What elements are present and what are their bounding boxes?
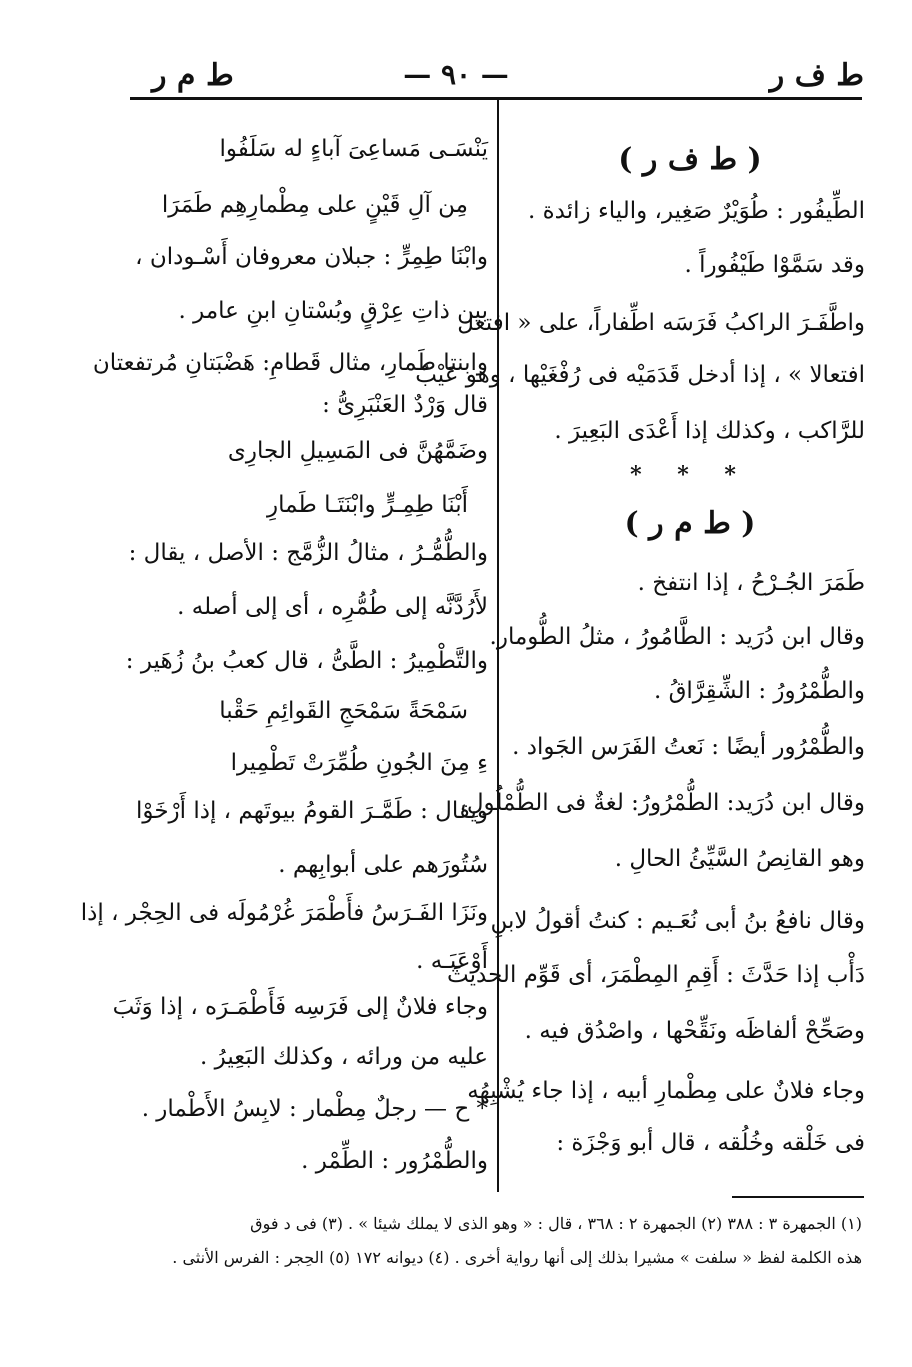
text-line: * ح — رجلٌ مِطْمار : لابِسُ الأَطْمار . xyxy=(141,1096,488,1122)
text-line: والطُّمْرُور أيضًا : نَعتُ الفَرَس الجَواد . xyxy=(512,734,865,760)
verse-line: سَمْحَةً سَمْحَجِ القَوائِمِ حَقْبا xyxy=(219,698,468,724)
text-line: لأَرُدَّنَّه إلى طُمُّرِه ، أى إلى أصله . xyxy=(177,594,488,620)
text-line: فى خَلْقه وخُلُقه ، قال أبو وَجْزَة : xyxy=(556,1130,865,1156)
text-line: وصَحِّحْ ألفاظَه ونَقِّحْها ، واصْدُق فيه . xyxy=(524,1018,865,1044)
text-line: افتعالا » ، إذا أدخل قَدَمَيْه فى رُفْغَيْها ، وهو عَيْبٌ xyxy=(415,362,865,388)
text-line: ونَزَا الفَـرَسُ فأَطْمَرَ غُرْمُولَه فى الحِجْر ، إذا xyxy=(80,900,488,926)
text-line: والطُّمْرُور : الطِّمْر . xyxy=(301,1148,488,1174)
footnote-line: هذه الكلمة لفظ « سلفت » مشيرا بذلك إلى أنها رواية أخرى . (٤) ديوانه ١٧٢ (٥) الحِجر : الفرس الأنثى . xyxy=(172,1248,862,1267)
text-line: أَوْعَبَـه . xyxy=(416,948,488,974)
header-root-left: ط م ر xyxy=(152,58,234,93)
text-line: واطَّفَـرَ الراكبُ فَرَسَه اطِّفاراً، على « افتعل xyxy=(457,310,865,336)
header-root-right: ط ف ر xyxy=(769,58,864,93)
text-line: وجاء فلانٌ على مِطْمارِ أبيه ، إذا جاء يُشْبِهُه xyxy=(467,1078,865,1104)
verse-line: ءِ مِنَ الجُونِ طُمِّرَتْ تَطْمِيرا xyxy=(230,750,488,776)
text-line: للرَّاكب ، وكذلك إذا أَعْدَى البَعِيرَ . xyxy=(554,418,865,444)
text-line: دَأْب إذا حَدَّثَ : أَقِمِ المِطْمَرَ، أى قَوِّم الحديثَ xyxy=(447,962,865,988)
text-line: قال وَرْدٌ العَنْبَرِىُّ : xyxy=(322,392,488,418)
text-line: والتَّطْمِيرُ : الطَّىُّ ، قال كعبُ بنُ زُهَير : xyxy=(125,648,488,674)
text-line: بين ذاتِ عِرْقٍ وبُسْتانِ ابنِ عامر . xyxy=(178,298,488,324)
text-line: وابْنَا طِمِرٍّ : جبلان معروفان أَسْـودان ، xyxy=(135,244,488,270)
page-header xyxy=(0,0,912,100)
text-line: طَمَرَ الجُـرْحُ ، إذا انتفخ . xyxy=(637,570,865,596)
footnote-rule xyxy=(732,1196,864,1198)
verse-line: يَنْسَـى مَساعِىَ آباءٍ له سَلَفُوا xyxy=(219,136,488,162)
text-line: الطِّيفُور : طُوَيْرٌ صَغِير، والياء زائدة . xyxy=(527,198,865,224)
entry-heading: ( ط ف ر ) xyxy=(618,142,762,177)
section-separator: * * * xyxy=(630,462,750,488)
page-number: — ٩٠ — xyxy=(403,58,509,91)
text-line: سُتُورَهم على أبوابِهم . xyxy=(278,852,488,878)
verse-line: وضَمَّهُنَّ فى المَسِيلِ الجارِى xyxy=(227,438,488,464)
text-line: عليه من ورائه ، وكذلك البَعِيرُ . xyxy=(200,1044,488,1070)
text-line: وقال ابن دُرَيد: الطُّمْرُورُ: لغةٌ فى الطُّمْلُولِ، xyxy=(459,790,865,816)
text-line: وقال ابن دُرَيد : الطَّامُورُ ، مثلُ الطُّومار. xyxy=(489,624,865,650)
header-rule xyxy=(130,97,862,100)
text-line: وقد سَمَّوْا طَيْفُوراً . xyxy=(684,252,865,278)
entry-heading: ( ط م ر ) xyxy=(624,506,756,541)
text-line: وهو القانِصُ السَّيِّئُ الحالِ . xyxy=(614,846,865,872)
text-line: وجاء فلانٌ إلى فَرَسِه فَأَطْمَـرَه ، إذا وَثَبَ xyxy=(112,994,488,1020)
text-line: وابنتا طَمارِ، مثال قَطامِ: هَضْبَتانِ مُرتفعتان xyxy=(92,350,488,376)
footnote-line: (١) الجمهرة ٣ : ٣٨٨ (٢) الجمهرة ٢ : ٣٦٨ ، قال : « وهو الذى لا يملك شيئا » . (٣) فى د فوق xyxy=(250,1214,862,1233)
text-line: وقال نافعُ بنُ أبى نُعَـيم : كنتُ أقولُ لابنِ xyxy=(490,908,865,934)
text-line: والطُّمْرُورُ : الشِّقِرَّاقُ . xyxy=(653,678,865,704)
verse-line: أَبْنَا طِمِـرٍّ وابْنَتَـا طَمارِ xyxy=(267,492,468,518)
verse-line: مِن آلِ قَيْنٍ على مِطْمارِهِم طَمَرَا xyxy=(161,192,468,218)
text-line: ويقال : طَمَّـرَ القومُ بيوتَهم ، إذا أَرْخَوْا xyxy=(136,798,488,824)
text-line: والطُّمُّـرُ ، مثالُ الزُّمَّج : الأصل ، يقال : xyxy=(128,540,488,566)
